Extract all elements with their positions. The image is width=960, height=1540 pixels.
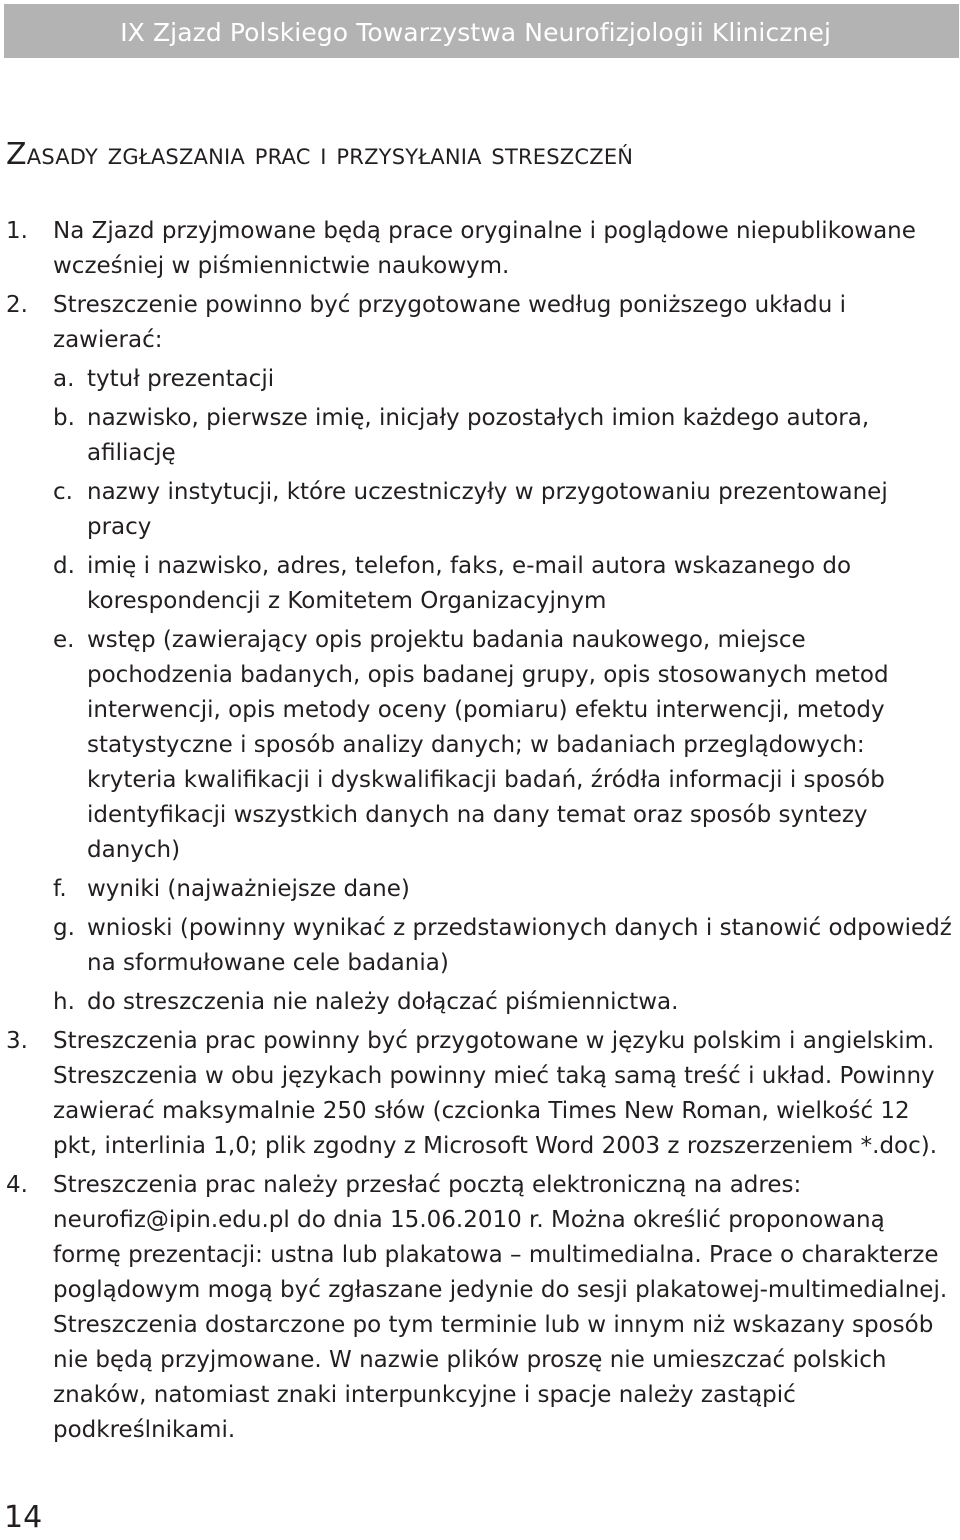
sub-list-item-text: tytuł prezentacji	[87, 366, 275, 392]
list-item-number: 1.	[6, 218, 28, 244]
page-number: 14	[4, 1500, 43, 1535]
section-heading: Zasady zgłaszania prac i przysyłania streszczeń	[6, 137, 634, 172]
sub-list-item-letter: b.	[53, 405, 75, 431]
list-item-text: Streszczenia prac należy przesłać pocztą elektroniczną na adres: neurofiz@ipin.edu.pl do dnia 15.06.2010 r. Można określić proponowaną formę prezentacji: ustna lub plakatowa – multimedialna. Prace o charakterze poglądowym mogą być zgłaszane jedynie do sesji plakatowej-multimedialnej. Streszczenia dostarczone po tym terminie lub w innym niż wskazany sposób nie będą przyjmowane. W nazwie plików proszę nie umieszczać polskich znaków, natomiast znaki interpunkcyjne i spacje należy zastąpić podkreślnikami.	[53, 1172, 948, 1443]
list-item-number: 2.	[6, 292, 28, 318]
list-item-number: 3.	[6, 1028, 28, 1054]
running-header-title: IX Zjazd Polskiego Towarzystwa Neurofizjologii Klinicznej	[120, 18, 831, 47]
sub-list-item-text: wstęp (zawierający opis projektu badania naukowego, miejsce pochodzenia badanych, opis badanej grupy, opis stosowanych metod interwencji, opis metody oceny (pomiaru) efektu interwencji, metody statystyczne i sposób analizy danych; w badaniach przeglądowych: kryteria kwalifikacji i dyskwalifikacji badań, źródła informacji i sposób identyfikacji wszystkich danych na dany temat oraz sposób syntezy danych)	[87, 627, 889, 863]
sub-list-item-text: nazwisko, pierwsze imię, inicjały pozostałych imion każdego autora, afiliację	[87, 405, 870, 466]
sub-list-item-letter: e.	[53, 627, 75, 653]
list-item	[0, 288, 960, 1020]
sub-list-item	[53, 985, 956, 1020]
sub-list-item-letter: g.	[53, 915, 75, 941]
list-item-text: Na Zjazd przyjmowane będą prace oryginalne i poglądowe niepublikowane wcześniej w piśmiennictwie naukowym.	[53, 218, 916, 279]
list-item-number: 4.	[6, 1172, 28, 1198]
sub-list-item	[53, 475, 956, 545]
sub-list-item	[53, 401, 956, 471]
list-item-text: Streszczenie powinno być przygotowane według poniższego układu i zawierać:	[53, 292, 846, 353]
list-item	[0, 1168, 960, 1448]
sub-list-item-text: nazwy instytucji, które uczestniczyły w przygotowaniu prezentowanej pracy	[87, 479, 888, 540]
sub-list-item	[53, 549, 956, 619]
sub-list-item-letter: d.	[53, 553, 75, 579]
sub-list-item-text: do streszczenia nie należy dołączać piśmiennictwa.	[87, 989, 679, 1015]
list-item-text: Streszczenia prac powinny być przygotowane w języku polskim i angielskim. Streszczenia w obu językach powinny mieć taką samą treść i układ. Powinny zawierać maksymalnie 250 słów (czcionka Times New Roman, wielkość 12 pkt, interlinia 1,0; plik zgodny z Microsoft Word 2003 z rozszerzeniem *.doc).	[53, 1028, 938, 1159]
sub-list-item	[53, 623, 956, 868]
list-item	[0, 1024, 960, 1164]
running-header	[4, 4, 959, 58]
sub-list-item-letter: h.	[53, 989, 75, 1015]
list-item	[0, 214, 960, 284]
sub-list-item-text: imię i nazwisko, adres, telefon, faks, e-mail autora wskazanego do korespondencji z Komitetem Organizacyjnym	[87, 553, 852, 614]
sub-list-item-letter: c.	[53, 479, 73, 505]
sub-list-item	[53, 362, 956, 397]
sub-list-item-text: wyniki (najważniejsze dane)	[87, 876, 410, 902]
sub-list-item	[53, 872, 956, 907]
rules-list	[0, 214, 960, 1448]
sub-list-item-letter: f.	[53, 876, 67, 902]
sub-list-item-letter: a.	[53, 366, 75, 392]
sub-list-item-text: wnioski (powinny wynikać z przedstawionych danych i stanowić odpowiedź na sformułowane cele badania)	[87, 915, 952, 976]
sub-list-item	[53, 911, 956, 981]
